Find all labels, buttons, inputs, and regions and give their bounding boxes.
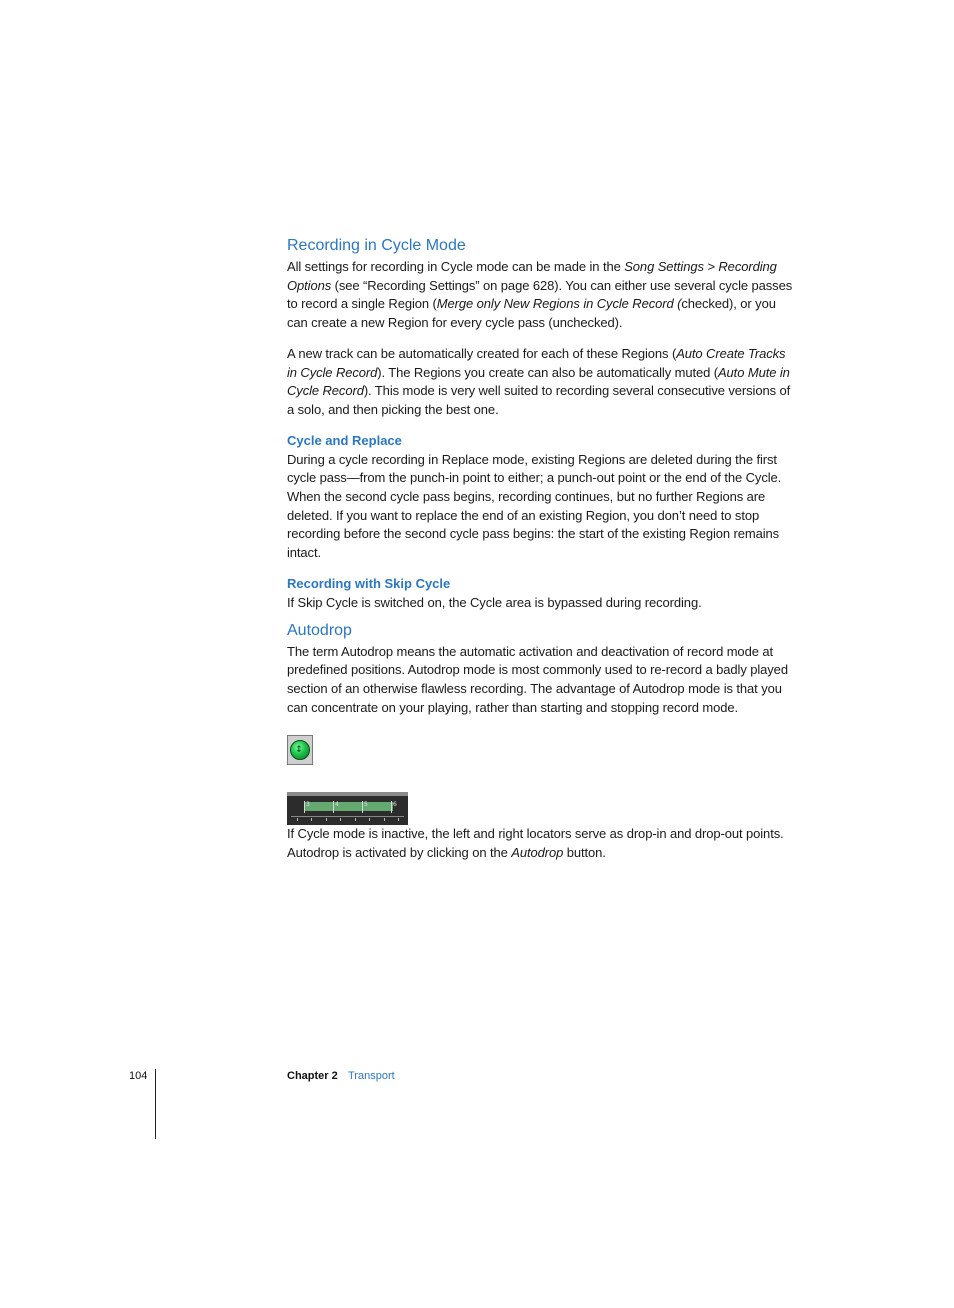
ruler-number: 6 <box>393 801 397 809</box>
locator-mark <box>362 801 363 813</box>
paragraph-autodrop-locators: If Cycle mode is inactive, the left and right locators serve as drop-in and drop-out points. Autodrop is activated by clicking on the Autodrop button. <box>287 826 784 861</box>
ruler-tick <box>326 818 327 821</box>
paragraph-cycle-mode-settings: All settings for recording in Cycle mode can be made in the Song Settings > Recording Options (see “Recording Settings” on page 628). You can either use several cycle passes to record a single Region (Merge only New Regions in Cycle Record (checked), or you can create a new Region for every cycle pass (unchecked). <box>287 259 793 331</box>
ruler-number: 5 <box>364 801 368 809</box>
chapter-label: Chapter 2 <box>287 1070 338 1082</box>
ruler-tick <box>384 818 385 821</box>
locator-mark <box>333 801 334 813</box>
footer-divider <box>155 1069 156 1139</box>
paragraph-autodrop-intro: The term Autodrop means the automatic activation and deactivation of record mode at predefined positions. Autodrop mode is most commonly used to re-record a badly played section of an otherwise flawless recording. The advantage of Autodrop mode is that you can concentrate on your playing, rather than starting and stopping record mode. <box>287 643 788 715</box>
ruler-baseline <box>291 816 404 817</box>
ruler-tick <box>297 818 298 821</box>
heading-recording-in-cycle-mode: Recording in Cycle Mode <box>287 237 466 254</box>
page-number: 104 <box>129 1070 148 1082</box>
ruler-tick <box>398 818 399 821</box>
autodrop-region <box>304 802 393 811</box>
chapter-title: Transport <box>348 1070 395 1082</box>
ruler-tick <box>311 818 312 821</box>
heading-recording-with-skip-cycle: Recording with Skip Cycle <box>287 575 451 591</box>
heading-cycle-and-replace: Cycle and Replace <box>287 432 402 448</box>
locator-mark <box>304 801 305 813</box>
bar-ruler-image <box>287 792 408 825</box>
ruler-number: 3 <box>306 801 310 809</box>
ruler-tick <box>355 818 356 821</box>
ruler-tick <box>369 818 370 821</box>
page-content <box>287 236 797 875</box>
autodrop-icon <box>290 740 310 760</box>
ruler-tick <box>340 818 341 821</box>
locator-mark <box>391 801 392 813</box>
heading-autodrop: Autodrop <box>287 621 352 639</box>
autodrop-glyph: ↕ <box>295 745 303 756</box>
paragraph-auto-create-tracks: A new track can be automatically created for each of these Regions (Auto Create Tracks in Cycle Record). The Regions you create can also be automatically muted (Auto Mute in Cycle Record). This mode is very well suited to recording several consecutive versions of a solo, and then picking the best one. <box>287 345 791 417</box>
ruler-number: 4 <box>335 801 339 809</box>
paragraph-cycle-and-replace: During a cycle recording in Replace mode, existing Regions are deleted during the first cycle pass—from the punch-in point to either; a punch-out point or the end of the Cycle. When the second cycle pass begins, recording continues, but no further Regions are deleted. If you want to replace the end of an existing Region, you don’t need to stop recording before the second cycle pass begins: the start of the existing Region remains intact. <box>287 451 782 561</box>
autodrop-button-image <box>287 735 313 765</box>
paragraph-skip-cycle: If Skip Cycle is switched on, the Cycle area is bypassed during recording. <box>287 594 702 610</box>
